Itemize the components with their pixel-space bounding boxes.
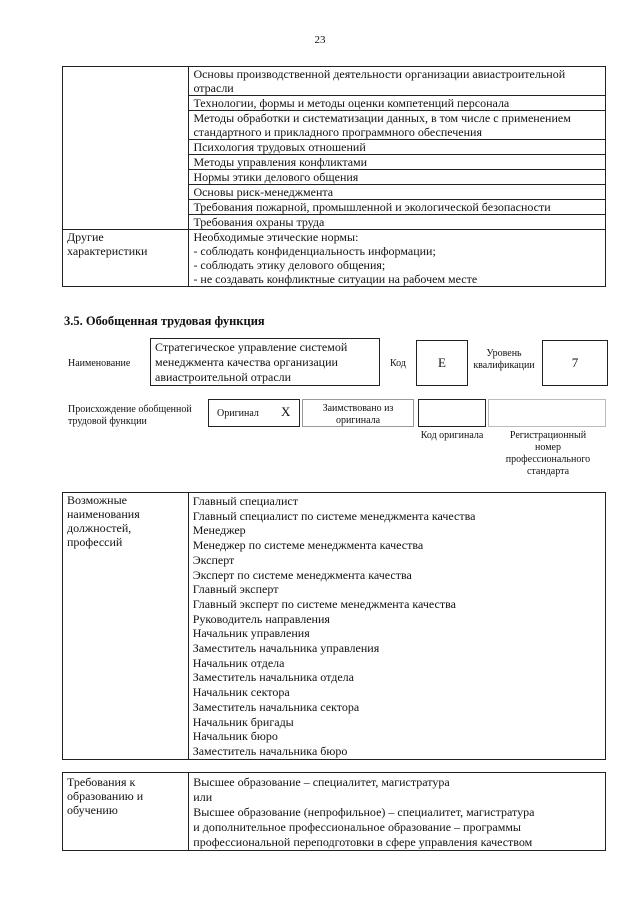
list-item: Начальник управления bbox=[192, 626, 310, 641]
list-item: Главный специалист bbox=[192, 494, 298, 508]
list-item: Эксперт bbox=[192, 552, 235, 567]
knowledge-item: Требования пожарной, промышленной и экологической безопасности bbox=[189, 200, 606, 215]
education-label: Требования к образованию и обучению bbox=[63, 773, 189, 851]
list-item: Эксперт по системе менеджмента качества bbox=[192, 567, 412, 582]
education-line: Высшее образование – специалитет, магистратура bbox=[193, 775, 450, 789]
other-characteristics-value bbox=[189, 230, 606, 287]
knowledge-item: Основы производственной деятельности организации авиастроительной отрасли bbox=[189, 67, 606, 96]
list-item: Главный эксперт bbox=[192, 582, 279, 597]
knowledge-item: Психология трудовых отношений bbox=[189, 140, 606, 155]
knowledge-item: Технологии, формы и методы оценки компетенций персонала bbox=[189, 96, 606, 111]
list-item: Заместитель начальника сектора bbox=[192, 699, 360, 714]
list-item: Начальник отдела bbox=[192, 655, 285, 670]
list-item: Менеджер по системе менеджмента качества bbox=[192, 538, 424, 553]
education-line: и дополнительное профессиональное образование – программы bbox=[193, 820, 521, 834]
education-value bbox=[189, 773, 606, 851]
list-item: Менеджер bbox=[192, 523, 246, 538]
level-value-box: 7 bbox=[542, 340, 608, 386]
section-heading: 3.5. Обобщенная трудовая функция bbox=[64, 314, 265, 328]
ethics-line: - не создавать конфликтные ситуации на рабочем месте bbox=[193, 272, 478, 286]
knowledge-item: Основы риск-менеджмента bbox=[189, 185, 606, 200]
knowledge-table bbox=[62, 66, 606, 287]
reg-number-box bbox=[488, 399, 606, 427]
list-item: Заместитель начальника отдела bbox=[192, 670, 354, 685]
positions-table bbox=[62, 492, 606, 760]
list-item: Главный специалист по системе менеджмента качества bbox=[192, 508, 476, 523]
knowledge-label-cell bbox=[63, 67, 189, 230]
code-label: Код bbox=[390, 358, 406, 369]
original-label: Оригинал bbox=[217, 408, 259, 419]
list-item: Начальник бригады bbox=[192, 714, 294, 729]
knowledge-item: Требования охраны труда bbox=[189, 215, 606, 230]
original-mark: X bbox=[281, 404, 291, 419]
borrowed-box: Заимствовано из оригинала bbox=[302, 399, 414, 427]
code-original-label: Код оригинала bbox=[420, 430, 484, 441]
positions-label: Возможные наименования должностей, профессий bbox=[63, 493, 189, 760]
origin-label: Происхождение обобщенной трудовой функции bbox=[68, 404, 192, 427]
ethics-line: - соблюдать этику делового общения; bbox=[193, 258, 386, 272]
page-number: 23 bbox=[314, 34, 326, 46]
education-line: или bbox=[193, 790, 213, 804]
list-item: Руководитель направления bbox=[192, 611, 330, 626]
name-label: Наименование bbox=[68, 358, 131, 369]
list-item: Заместитель начальника бюро bbox=[192, 743, 348, 758]
list-item: Заместитель начальника управления bbox=[192, 641, 380, 656]
list-item: Начальник бюро bbox=[192, 729, 278, 744]
original-box bbox=[208, 399, 300, 427]
code-original-box bbox=[418, 399, 486, 427]
level-label: Уровень квалификации bbox=[473, 348, 535, 371]
code-value-box: E bbox=[416, 340, 468, 386]
list-item: Главный эксперт по системе менеджмента качества bbox=[192, 596, 456, 611]
knowledge-item: Методы обработки и систематизации данных, в том числе с применением стандартного и прикладного программного обеспечения bbox=[189, 111, 606, 140]
knowledge-item: Методы управления конфликтами bbox=[189, 155, 606, 170]
knowledge-item: Нормы этики делового общения bbox=[189, 170, 606, 185]
education-table bbox=[62, 772, 606, 851]
education-line: профессиональной переподготовки в сфере управления качеством bbox=[193, 835, 533, 849]
positions-list bbox=[188, 493, 605, 760]
reg-number-label: Регистрационный номер профессионального стандарта bbox=[505, 430, 591, 477]
list-item: Начальник сектора bbox=[192, 685, 290, 700]
other-characteristics-label: Другие характеристики bbox=[63, 230, 189, 287]
education-line: Высшее образование (непрофильное) – специалитет, магистратура bbox=[193, 805, 535, 819]
ethics-line: - соблюдать конфиденциальность информации; bbox=[193, 244, 436, 258]
ethics-line: Необходимые этические нормы: bbox=[193, 230, 359, 244]
function-name-box: Стратегическое управление системой менеджмента качества организации авиастроительной отрасли bbox=[150, 338, 380, 386]
